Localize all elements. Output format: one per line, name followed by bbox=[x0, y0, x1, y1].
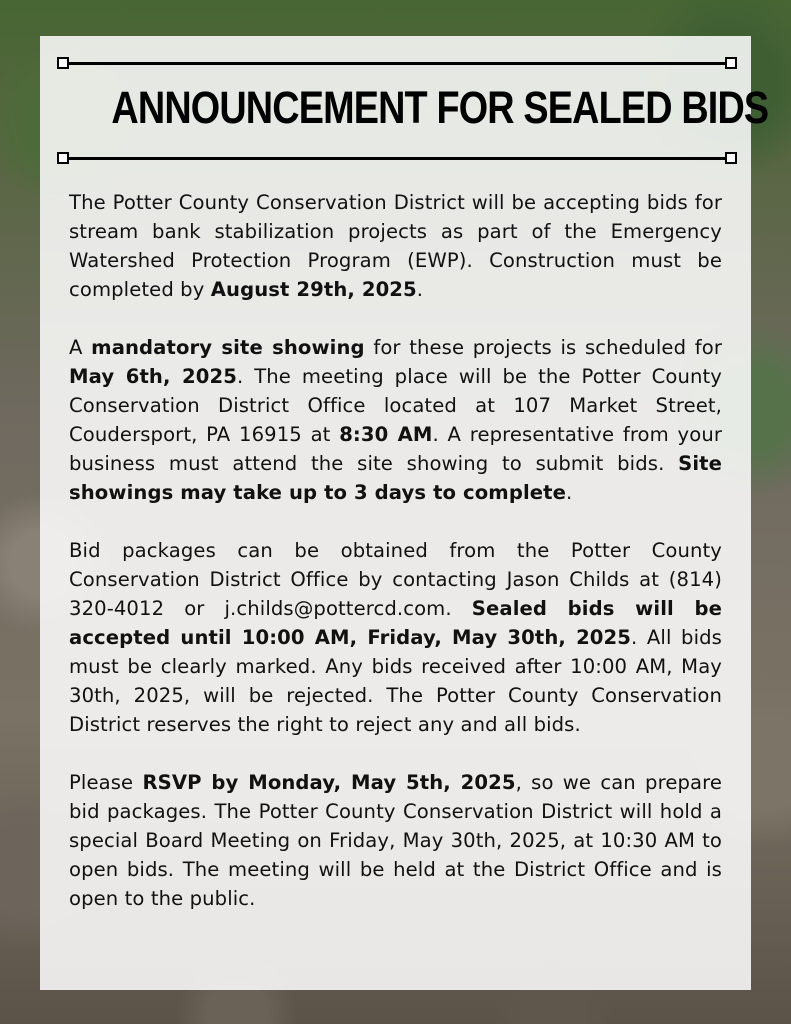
rsvp-deadline: RSVP by Monday, May 5th, 2025 bbox=[142, 771, 516, 794]
text-run: Bid packages can be obtained from the Potter County Conservation District Office by contacting Jason Childs at (814) 320-4012 or j.childs@pottercd.com. bbox=[69, 539, 722, 620]
text-run: The Potter County Conservation District will be accepting bids for stream bank stabilization projects as part of the Emergency Watershed Protection Program (EWP). Construction must be completed by bbox=[69, 191, 722, 301]
paragraph-site-showing bbox=[69, 333, 722, 507]
text-run: Please bbox=[69, 771, 143, 794]
mandatory-site-showing: mandatory site showing bbox=[91, 336, 365, 359]
paragraph-bid-packages bbox=[69, 536, 722, 739]
page-title: ANNOUNCEMENT FOR SEALED BIDS bbox=[111, 82, 769, 133]
site-showing-date: May 6th, 2025 bbox=[69, 365, 237, 388]
paragraph-construction-deadline bbox=[69, 188, 722, 304]
site-showing-time: 8:30 AM bbox=[339, 423, 433, 446]
text-run: . The meeting place will be the Potter County Conservation District Office located at 107 Market Street, Coudersport, PA 16915 at bbox=[69, 365, 722, 446]
text-run: , so we can prepare bid packages. The Potter County Conservation District will hold a special Board Meeting on Friday, May 30th, 2025, at 10:30 AM to open bids. The meeting will be held at the District Office and is open to the public. bbox=[69, 771, 723, 910]
text-run: . bbox=[416, 278, 424, 301]
divider-end-square bbox=[57, 152, 69, 164]
text-run: . bbox=[566, 481, 573, 504]
bottom-divider bbox=[57, 152, 737, 164]
text-run: A bbox=[69, 336, 92, 359]
divider-end-square bbox=[725, 152, 737, 164]
deadline-date: August 29th, 2025 bbox=[210, 278, 417, 301]
text-run: for these projects is scheduled for bbox=[364, 336, 723, 359]
paragraph-rsvp bbox=[69, 768, 722, 913]
top-divider bbox=[57, 57, 737, 69]
announcement-body bbox=[69, 188, 722, 942]
text-run: . All bids must be clearly marked. Any bids received after 10:00 AM, May 30th, 2025, will be rejected. The Potter County Conservation District reserves the right to reject any and all bids. bbox=[69, 626, 722, 736]
divider-end-square bbox=[57, 57, 69, 69]
text-run: . A representative from your business must attend the site showing to submit bids. bbox=[69, 423, 722, 475]
site-showing-duration: Site showings may take up to 3 days to complete bbox=[69, 452, 722, 504]
divider-end-square bbox=[725, 57, 737, 69]
sealed-bid-deadline: Sealed bids will be accepted until 10:00 AM, Friday, May 30th, 2025 bbox=[69, 597, 722, 649]
